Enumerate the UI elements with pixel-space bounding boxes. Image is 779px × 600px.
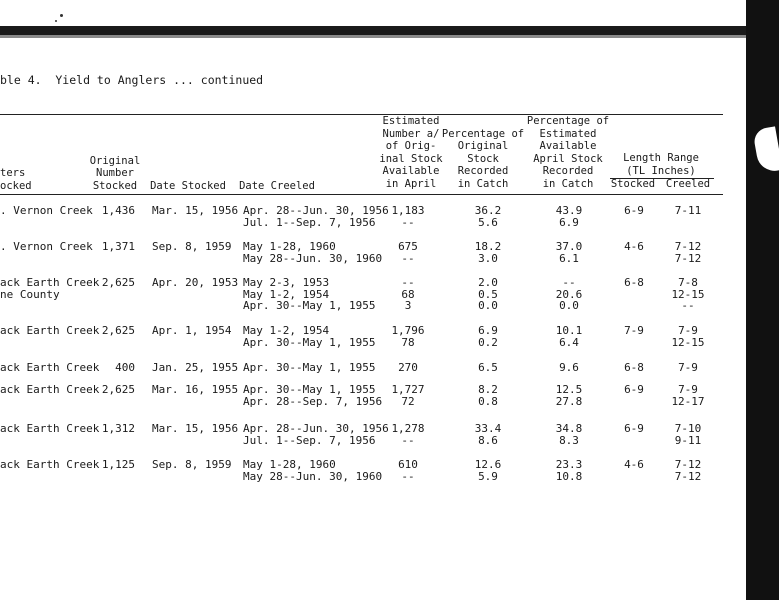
cell-original-number: 1,125 bbox=[101, 458, 135, 471]
cell-estimated-number: 72 bbox=[401, 394, 415, 408]
cell-date-creeled: May 28--Jun. 30, 1960 bbox=[243, 251, 383, 265]
cell-estimated-number: 270 bbox=[398, 361, 418, 374]
col-header-length-range: (TL Inches) bbox=[626, 164, 696, 177]
col-header-waters: ters bbox=[0, 167, 26, 179]
cell-date-creeled: May 1-28, 1960 bbox=[243, 458, 336, 471]
cell-estimated-number: -- bbox=[401, 215, 415, 229]
cell-date-stocked: Jan. 25, 1955 bbox=[152, 361, 239, 374]
cell-date-creeled: Apr. 30--May 1, 1955 bbox=[243, 383, 376, 396]
cell-date-stocked: Apr. 1, 1954 bbox=[152, 324, 232, 337]
cell-len-creeled: 7-8 bbox=[678, 276, 698, 289]
cell-pct-original: 8.6 bbox=[478, 433, 498, 447]
cell-pct-estimated: 0.0 bbox=[559, 299, 579, 313]
cell-water: ack Earth Creek bbox=[0, 383, 100, 396]
col-header-original-number: Stocked bbox=[92, 179, 138, 192]
scan-speck bbox=[55, 20, 57, 22]
cell-date-stocked: Mar. 16, 1955 bbox=[152, 383, 239, 396]
cell-original-number: 2,625 bbox=[101, 383, 135, 396]
cell-estimated-number: -- bbox=[401, 251, 415, 265]
col-header-estimated-number: Estimated bbox=[382, 115, 440, 127]
cell-water: ack Earth Creek bbox=[0, 422, 100, 435]
cell-pct-original: 0.0 bbox=[478, 299, 498, 313]
cell-date-creeled: Apr. 28--Sep. 7, 1956 bbox=[243, 394, 383, 408]
cell-len-creeled: -- bbox=[681, 299, 695, 313]
cell-date-creeled: May 1-2, 1954 bbox=[243, 287, 330, 301]
col-header-estimated-number: Available bbox=[382, 165, 440, 177]
cell-water: ne County bbox=[0, 287, 60, 301]
col-header-original-number: Original bbox=[89, 154, 141, 167]
cell-len-creeled: 7-10 bbox=[674, 422, 702, 435]
col-header-len-creeled: Creeled bbox=[665, 177, 711, 190]
cell-estimated-number: -- bbox=[401, 469, 415, 483]
cell-pct-estimated: 37.0 bbox=[555, 240, 583, 253]
cell-len-stocked: 6-9 bbox=[624, 204, 644, 217]
col-header-pct-estimated: Percentage of bbox=[526, 115, 610, 127]
cell-date-creeled: May 28--Jun. 30, 1960 bbox=[243, 469, 383, 483]
cell-len-creeled: 12-15 bbox=[671, 287, 705, 301]
cell-pct-estimated: 9.6 bbox=[559, 361, 579, 374]
cell-estimated-number: 1,727 bbox=[391, 383, 425, 396]
cell-len-creeled: 7-9 bbox=[678, 383, 698, 396]
cell-len-creeled: 7-12 bbox=[674, 251, 702, 265]
col-header-waters: ocked bbox=[0, 179, 32, 192]
cell-pct-estimated: 27.8 bbox=[555, 394, 583, 408]
col-header-estimated-number: Number a/ bbox=[382, 127, 440, 140]
col-header-estimated-number: inal Stock bbox=[379, 152, 443, 165]
cell-pct-estimated: 6.4 bbox=[559, 335, 579, 349]
cell-len-creeled: 12-17 bbox=[671, 394, 705, 408]
cell-pct-estimated: 34.8 bbox=[555, 422, 583, 435]
cell-pct-estimated: 20.6 bbox=[555, 287, 583, 301]
cell-water: . Vernon Creek bbox=[0, 240, 93, 253]
cell-date-creeled: Apr. 28--Jun. 30, 1956 bbox=[243, 422, 389, 435]
cell-len-creeled: 7-9 bbox=[678, 361, 698, 374]
cell-date-creeled: May 1-28, 1960 bbox=[243, 240, 336, 253]
cell-pct-original: 6.9 bbox=[478, 324, 498, 337]
cell-pct-original: 12.6 bbox=[474, 458, 502, 471]
cell-estimated-number: 78 bbox=[401, 335, 415, 349]
cell-water: ack Earth Creek bbox=[0, 458, 100, 471]
col-header-pct-estimated: in Catch bbox=[542, 177, 594, 190]
cell-original-number: 1,371 bbox=[101, 240, 135, 253]
cell-len-stocked: 7-9 bbox=[624, 324, 644, 337]
cell-original-number: 2,625 bbox=[101, 276, 135, 289]
scan-right-edge bbox=[746, 0, 779, 600]
cell-len-creeled: 7-12 bbox=[674, 458, 702, 471]
cell-estimated-number: 1,278 bbox=[391, 422, 425, 435]
cell-pct-estimated: 8.3 bbox=[559, 433, 579, 447]
cell-date-creeled: Apr. 30--May 1, 1955 bbox=[243, 299, 376, 313]
cell-estimated-number: 1,183 bbox=[391, 204, 425, 217]
cell-pct-original: 8.2 bbox=[478, 383, 498, 396]
cell-pct-original: 0.8 bbox=[478, 394, 498, 408]
col-header-len-stocked: Stocked bbox=[610, 177, 656, 190]
cell-pct-estimated: 43.9 bbox=[555, 204, 583, 217]
cell-pct-estimated: 10.1 bbox=[555, 324, 583, 337]
col-header-original-number: Number bbox=[96, 167, 134, 179]
cell-len-stocked: 6-9 bbox=[624, 422, 644, 435]
col-header-pct-original: Percentage of bbox=[441, 127, 525, 140]
col-header-pct-original: Recorded bbox=[457, 165, 509, 177]
col-header-pct-estimated: Estimated bbox=[539, 127, 597, 140]
scan-top-edge bbox=[0, 26, 779, 35]
cell-water: ack Earth Creek bbox=[0, 276, 100, 289]
cell-pct-estimated: 10.8 bbox=[555, 469, 583, 483]
cell-pct-original: 18.2 bbox=[474, 240, 502, 253]
cell-date-stocked: Sep. 8, 1959 bbox=[152, 240, 232, 253]
cell-pct-original: 36.2 bbox=[474, 204, 502, 217]
cell-len-creeled: 12-15 bbox=[671, 335, 705, 349]
cell-date-creeled: May 1-2, 1954 bbox=[243, 324, 330, 337]
cell-pct-original: 33.4 bbox=[474, 422, 502, 435]
cell-original-number: 1,436 bbox=[101, 204, 135, 217]
cell-len-creeled: 7-12 bbox=[674, 469, 702, 483]
cell-len-stocked: 4-6 bbox=[624, 458, 644, 471]
col-header-pct-estimated: Available bbox=[539, 140, 597, 152]
cell-len-stocked: 6-8 bbox=[624, 361, 644, 374]
col-header-pct-original: Original bbox=[457, 140, 509, 152]
cell-estimated-number: 3 bbox=[404, 299, 412, 313]
col-header-estimated-number: in April bbox=[385, 177, 437, 190]
cell-len-creeled: 7-9 bbox=[678, 324, 698, 337]
cell-water: . Vernon Creek bbox=[0, 204, 93, 217]
cell-len-creeled: 7-11 bbox=[674, 204, 702, 217]
col-header-estimated-number: of Orig- bbox=[385, 140, 437, 152]
cell-len-stocked: 6-8 bbox=[624, 276, 644, 289]
cell-pct-estimated: 23.3 bbox=[555, 458, 583, 471]
cell-pct-original: 2.0 bbox=[478, 276, 498, 289]
cell-date-creeled: May 2-3, 1953 bbox=[243, 276, 330, 289]
cell-date-creeled: Apr. 30--May 1, 1955 bbox=[243, 361, 376, 374]
cell-estimated-number: -- bbox=[401, 276, 415, 289]
cell-date-stocked: Apr. 20, 1953 bbox=[152, 276, 239, 289]
col-header-length-range: Length Range bbox=[623, 152, 699, 164]
header-bottom-rule bbox=[0, 194, 723, 195]
cell-date-creeled: Jul. 1--Sep. 7, 1956 bbox=[243, 433, 376, 447]
cell-original-number: 400 bbox=[115, 361, 135, 374]
cell-water: ack Earth Creek bbox=[0, 361, 100, 374]
cell-date-stocked: Mar. 15, 1956 bbox=[152, 204, 239, 217]
cell-pct-estimated: 12.5 bbox=[555, 383, 583, 396]
cell-pct-estimated: 6.9 bbox=[559, 215, 579, 229]
scan-speck bbox=[60, 14, 63, 17]
cell-estimated-number: 610 bbox=[398, 458, 418, 471]
cell-len-stocked: 6-9 bbox=[624, 383, 644, 396]
cell-len-creeled: 7-12 bbox=[674, 240, 702, 253]
cell-pct-original: 3.0 bbox=[478, 251, 498, 265]
cell-date-creeled: Apr. 28--Jun. 30, 1956 bbox=[243, 204, 389, 217]
cell-pct-original: 0.5 bbox=[478, 287, 498, 301]
cell-len-stocked: 4-6 bbox=[624, 240, 644, 253]
cell-estimated-number: 1,796 bbox=[391, 324, 425, 337]
table-caption: ble 4. Yield to Anglers ... continued bbox=[0, 73, 264, 87]
col-header-pct-original: Stock bbox=[467, 152, 499, 165]
cell-pct-estimated: -- bbox=[562, 276, 576, 289]
cell-pct-original: 6.5 bbox=[478, 361, 498, 374]
cell-water: ack Earth Creek bbox=[0, 324, 100, 337]
table-top-rule bbox=[0, 114, 723, 115]
cell-pct-original: 5.9 bbox=[478, 469, 498, 483]
cell-date-stocked: Mar. 15, 1956 bbox=[152, 422, 239, 435]
col-header-pct-estimated: Recorded bbox=[542, 165, 594, 177]
cell-estimated-number: 675 bbox=[398, 240, 418, 253]
cell-estimated-number: 68 bbox=[401, 287, 415, 301]
col-header-pct-estimated: April Stock bbox=[533, 152, 603, 165]
col-header-date-stocked: Date Stocked bbox=[150, 179, 226, 192]
scan-top-edge-shadow bbox=[0, 35, 779, 38]
cell-date-creeled: Apr. 30--May 1, 1955 bbox=[243, 335, 376, 349]
cell-pct-estimated: 6.1 bbox=[559, 251, 579, 265]
cell-original-number: 2,625 bbox=[101, 324, 135, 337]
cell-date-stocked: Sep. 8, 1959 bbox=[152, 458, 232, 471]
cell-date-creeled: Jul. 1--Sep. 7, 1956 bbox=[243, 215, 376, 229]
cell-len-creeled: 9-11 bbox=[674, 433, 702, 447]
cell-estimated-number: -- bbox=[401, 433, 415, 447]
col-header-pct-original: in Catch bbox=[457, 177, 509, 190]
cell-pct-original: 0.2 bbox=[478, 335, 498, 349]
cell-pct-original: 5.6 bbox=[478, 215, 498, 229]
col-header-date-creeled: Date Creeled bbox=[239, 179, 315, 192]
cell-original-number: 1,312 bbox=[101, 422, 135, 435]
